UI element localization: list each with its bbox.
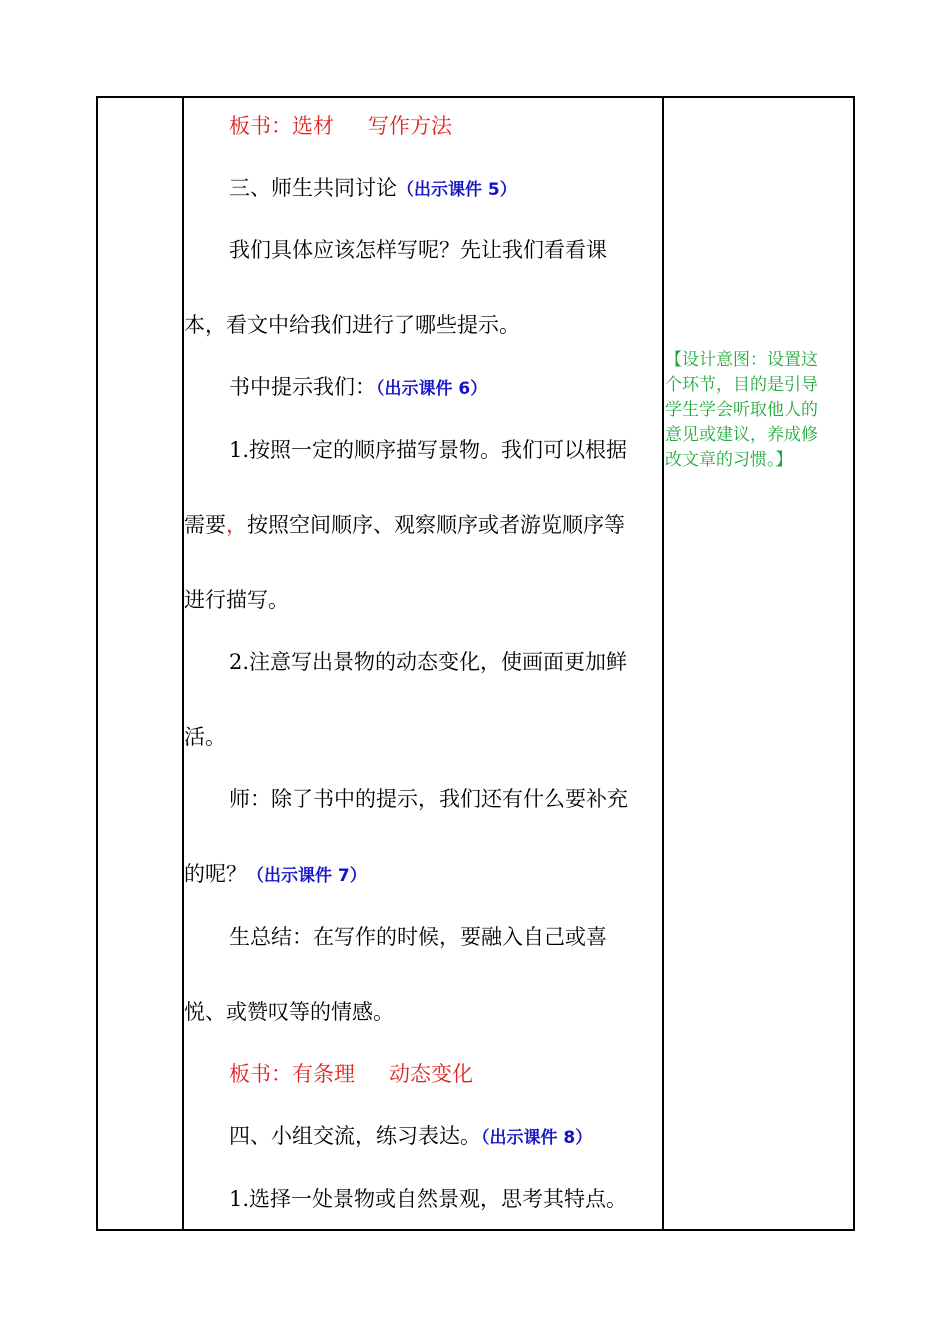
student-summary-line: 生总结：在写作的时候，要融入自己或喜 bbox=[229, 925, 607, 949]
hint-one-line: 进行描写。 bbox=[184, 588, 289, 612]
slide-ref-6: （出示课件 6） bbox=[376, 379, 488, 399]
lesson-plan-table bbox=[96, 96, 855, 1231]
section-three-heading: 三、师生共同讨论（出示课件 5） bbox=[229, 176, 517, 200]
design-note-line: 【设计意图：设置这 bbox=[665, 350, 818, 370]
slide-ref-5: （出示课件 5） bbox=[397, 180, 517, 200]
design-note-line: 意见或建议，养成修 bbox=[665, 425, 818, 445]
section-four-heading: 四、小组交流，练习表达。（出示课件 8） bbox=[229, 1124, 593, 1148]
lesson-content-cell bbox=[184, 98, 662, 1229]
hint-two-line: 2.注意写出景物的动态变化，使画面更加鲜 bbox=[229, 650, 628, 674]
board-writing-2: 板书：有条理 动态变化 bbox=[229, 1062, 473, 1086]
task-one: 1.选择一处景物或自然景观，思考其特点。 bbox=[229, 1187, 628, 1211]
paragraph-line: 本，看文中给我们进行了哪些提示。 bbox=[184, 313, 520, 337]
hint-intro: 书中提示我们：（出示课件 6） bbox=[229, 375, 488, 399]
design-intent-note bbox=[665, 348, 855, 473]
slide-ref-8: （出示课件 8） bbox=[481, 1128, 593, 1148]
design-note-line: 个环节，目的是引导 bbox=[665, 375, 818, 395]
board-writing-1: 板书：选材 写作方法 bbox=[229, 114, 452, 138]
hint-two-line: 活。 bbox=[184, 725, 226, 749]
student-summary-line: 悦、或赞叹等的情感。 bbox=[184, 1000, 394, 1024]
teacher-question-line: 的呢？（出示课件 7） bbox=[184, 862, 367, 886]
design-note-line: 学生学会听取他人的 bbox=[665, 400, 818, 420]
teacher-question-line: 师：除了书中的提示，我们还有什么要补充 bbox=[229, 787, 628, 811]
column-divider-right bbox=[662, 98, 664, 1229]
paragraph-line: 我们具体应该怎样写呢？先让我们看看课 bbox=[229, 238, 607, 262]
design-note-line: 改文章的习惯。】 bbox=[665, 450, 793, 470]
slide-ref-7: （出示课件 7） bbox=[247, 866, 367, 886]
hint-one-line: 1.按照一定的顺序描写景物。我们可以根据 bbox=[229, 438, 628, 462]
hint-one-line: 需要，按照空间顺序、观察顺序或者游览顺序等 bbox=[184, 513, 625, 537]
